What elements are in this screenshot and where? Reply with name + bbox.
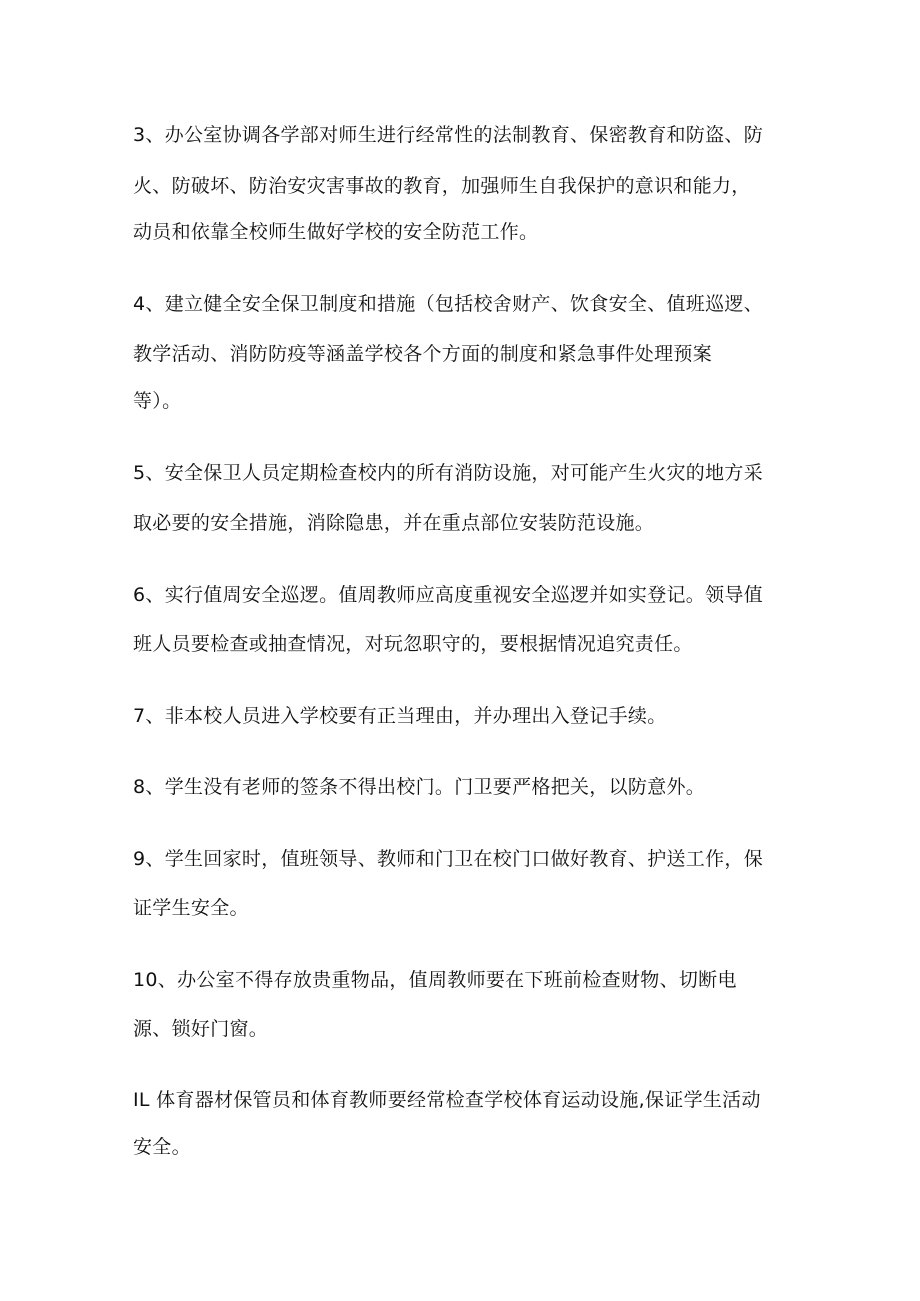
paragraph-5-line-2: 取必要的安全措施，消除隐患，并在重点部位安装防范设施。 bbox=[133, 512, 655, 534]
paragraph-10-line-1: 10、办公室不得存放贵重物品，值周教师要在下班前检查财物、切断电 bbox=[133, 969, 737, 991]
paragraph-9-line-2: 证学生安全。 bbox=[133, 897, 249, 919]
paragraph-8-line-1: 8、学生没有老师的签条不得出校门。门卫要严格把关，以防意外。 bbox=[133, 776, 706, 798]
paragraph-4-line-1: 4、建立健全安全保卫制度和措施（包括校舍财产、饮食安全、值班巡逻、 bbox=[133, 293, 763, 315]
paragraph-7-line-1: 7、非本校人员进入学校要有正当理由，并办理出入登记手续。 bbox=[133, 705, 667, 727]
paragraph-4-line-2: 教学活动、消防防疫等涵盖学校各个方面的制度和紧急事件处理预案 bbox=[133, 343, 713, 365]
paragraph-6-line-1: 6、实行值周安全巡逻。值周教师应高度重视安全巡逻并如实登记。领导值 bbox=[133, 584, 763, 606]
paragraph-9-line-1: 9、学生回家时，值班领导、教师和门卫在校门口做好教育、护送工作，保 bbox=[133, 848, 763, 870]
paragraph-5-line-1: 5、安全保卫人员定期检查校内的所有消防设施，对可能产生火灾的地方采 bbox=[133, 462, 763, 484]
paragraph-11-line-1: IL 体育器材保管员和体育教师要经常检查学校体育运动设施,保证学生活动 bbox=[133, 1089, 761, 1111]
paragraph-3-line-1: 3、办公室协调各学部对师生进行经常性的法制教育、保密教育和防盗、防 bbox=[133, 124, 763, 146]
paragraph-10-line-2: 源、锁好门窗。 bbox=[133, 1018, 269, 1040]
paragraph-11-line-2: 安全。 bbox=[133, 1136, 191, 1158]
paragraph-3-line-2: 火、防破坏、防治安灾害事故的教育，加强师生自我保护的意识和能力， bbox=[133, 175, 751, 197]
paragraph-3-line-3: 动员和依靠全校师生做好学校的安全防范工作。 bbox=[133, 221, 539, 243]
paragraph-4-line-3: 等）。 bbox=[133, 390, 182, 412]
paragraph-6-line-2: 班人员要检查或抽查情况，对玩忽职守的，要根据情况追究责任。 bbox=[133, 633, 693, 655]
